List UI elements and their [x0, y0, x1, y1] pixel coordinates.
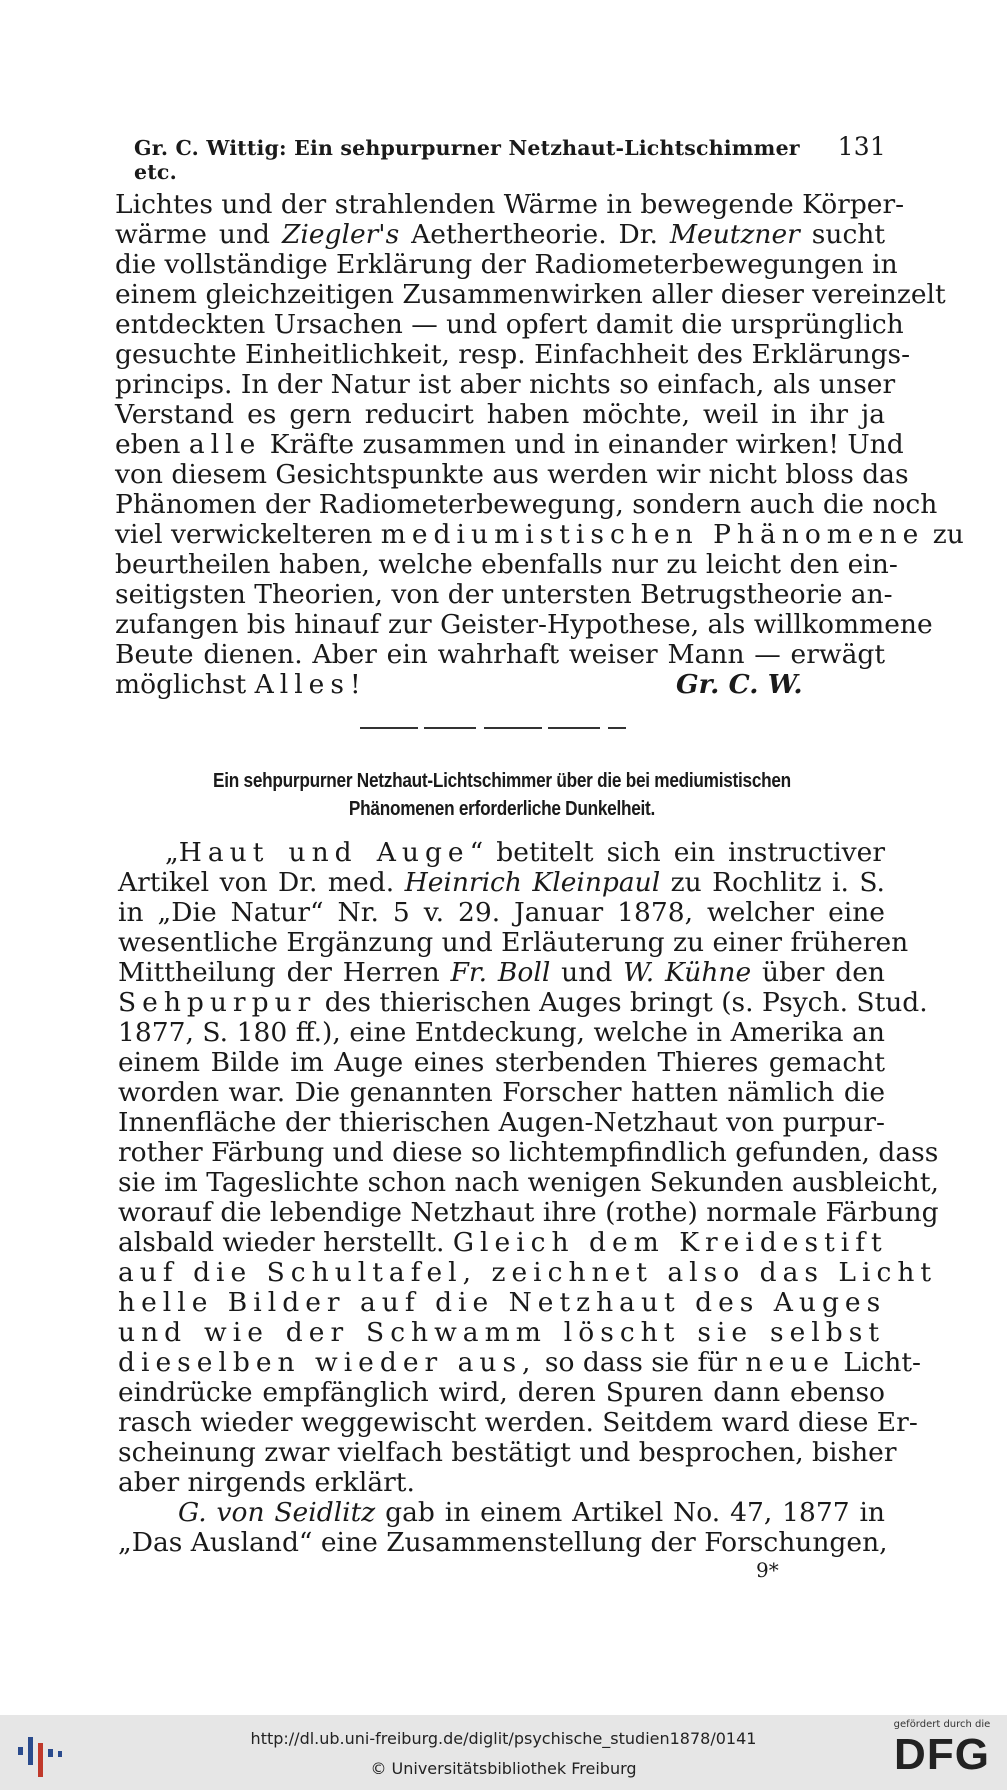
- text-line: wesentliche Ergänzung und Erläuterung zu einer früheren: [118, 927, 909, 958]
- text-line: seitigsten Theorien, von der untersten Betrugstheorie an-: [115, 579, 893, 610]
- source-url-link[interactable]: http://dl.ub.uni-freiburg.de/diglit/psychische_studien1878/0141: [250, 1729, 757, 1748]
- text-line: wärme und Ziegler's Aethertheorie. Dr. Meutzner sucht: [115, 219, 886, 250]
- article-title-line-2: Phänomenen erforderliche Dunkelheit.: [348, 798, 656, 820]
- text-line: eben alle Kräfte zusammen und in einander wirken! Und: [115, 429, 904, 460]
- text-line: Artikel von Dr. med. Heinrich Kleinpaul zu Rochlitz i. S.: [118, 867, 885, 898]
- text-line: viel verwickelteren mediumistischen Phänomene zu: [115, 519, 964, 550]
- text-line: dieselben wieder aus, so dass sie für neue Licht-: [118, 1347, 921, 1378]
- text-line: worauf die lebendige Netzhaut ihre (rothe) normale Färbung: [118, 1197, 939, 1228]
- text-line: worden war. Die genannten Forscher hatten nämlich die: [118, 1077, 885, 1108]
- text-line: Mittheilung der Herren Fr. Boll und W. Kühne über den: [118, 957, 885, 988]
- text-line: einem Bilde im Auge eines sterbenden Thieres gemacht: [118, 1047, 885, 1078]
- text-line: aber nirgends erklärt.: [118, 1467, 415, 1498]
- article-title-line-1: Ein sehpurpurner Netzhaut-Lichtschimmer über die bei mediumistischen: [213, 770, 791, 792]
- text-line: princips. In der Natur ist aber nichts so einfach, als unser: [115, 369, 896, 400]
- text-line: beurtheilen haben, welche ebenfalls nur zu leicht den ein-: [115, 549, 898, 580]
- text-line: und wie der Schwamm löscht sie selbst: [118, 1317, 885, 1348]
- text-line: möglichst Alles!: [115, 669, 367, 700]
- text-line: zufangen bis hinauf zur Geister-Hypothese, als willkommene: [115, 609, 933, 640]
- text-line: Innenfläche der thierischen Augen-Netzhaut von purpur-: [118, 1107, 885, 1138]
- text-line: entdeckten Ursachen — und opfert damit die ursprünglich: [115, 309, 904, 340]
- dfg-logo: [887, 1719, 997, 1787]
- dfg-funding-text: gefördert durch die: [893, 1719, 991, 1730]
- text-line: eindrücke empfänglich wird, deren Spuren dann ebenso: [118, 1377, 885, 1408]
- text-line: alsbald wieder herstellt. Gleich dem Kreidestift: [118, 1227, 888, 1258]
- text-line: „Haut und Auge“ betitelt sich ein instructiver: [165, 837, 885, 868]
- text-line: 1877, S. 180 ff.), eine Entdeckung, welche in Amerika an: [118, 1017, 885, 1048]
- section-divider: [360, 727, 626, 729]
- text-line: rother Färbung und diese so lichtempfindlich gefunden, dass: [118, 1137, 939, 1168]
- text-line: sie im Tageslichte schon nach wenigen Sekunden ausbleicht,: [118, 1167, 939, 1198]
- text-line: helle Bilder auf die Netzhaut des Auges: [118, 1287, 887, 1318]
- text-line: scheinung zwar vielfach bestätigt und besprochen, bisher: [118, 1437, 897, 1468]
- copyright-text: © Universitätsbibliothek Freiburg: [370, 1759, 637, 1778]
- text-line: Sehpurpur des thierischen Auges bringt (s. Psych. Stud.: [118, 987, 928, 1018]
- signature: Gr. C. W.: [676, 669, 803, 700]
- signature-mark: 9*: [756, 1558, 779, 1582]
- text-line: auf die Schultafel, zeichnet also das Licht: [118, 1257, 938, 1288]
- text-line: die vollständige Erklärung der Radiometerbewegungen in: [115, 249, 898, 280]
- dfg-logo-text: DFG: [894, 1730, 990, 1779]
- text-line: Phänomen der Radiometerbewegung, sondern auch die noch: [115, 489, 938, 520]
- text-line: G. von Seidlitz gab in einem Artikel No. 47, 1877 in: [178, 1497, 885, 1528]
- text-line: Beute dienen. Aber ein wahrhaft weiser Mann — erwägt: [115, 639, 885, 670]
- text-line: einem gleichzeitigen Zusammenwirken aller dieser vereinzelt: [115, 279, 946, 310]
- text-line: in „Die Natur“ Nr. 5 v. 29. Januar 1878, welcher eine: [118, 897, 885, 928]
- text-line: Lichtes und der strahlenden Wärme in bewegende Körper-: [115, 189, 905, 220]
- running-header: [134, 132, 886, 184]
- text-line: von diesem Gesichtspunkte aus werden wir nicht bloss das: [115, 459, 909, 490]
- text-line: Verstand es gern reducirt haben möchte, weil in ihr ja: [115, 399, 885, 430]
- text-line: gesuchte Einheitlichkeit, resp. Einfachheit des Erklärungs-: [115, 339, 911, 370]
- text-line: „Das Ausland“ eine Zusammenstellung der Forschungen,: [118, 1527, 888, 1558]
- running-title: Gr. C. Wittig: Ein sehpurpurner Netzhaut-Lichtschimmer etc.: [134, 136, 800, 184]
- page-number: 131: [837, 132, 886, 161]
- text-line: rasch wieder weggewischt werden. Seitdem ward diese Er-: [118, 1407, 918, 1438]
- viewer-footer: [0, 1715, 1007, 1790]
